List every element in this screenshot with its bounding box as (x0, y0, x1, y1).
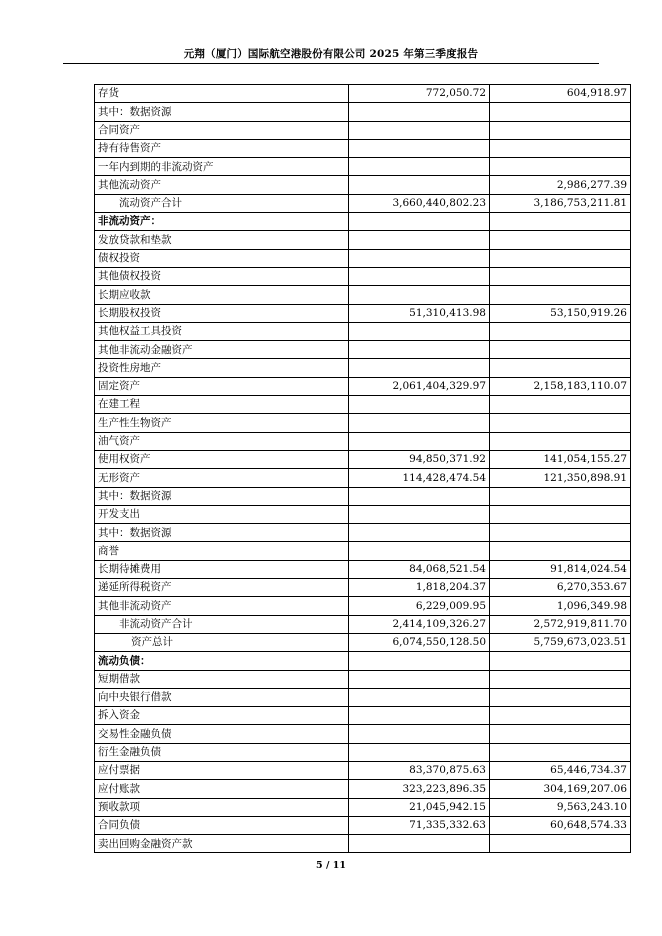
row-label: 合同负债 (95, 816, 349, 834)
row-label: 长期股权投资 (95, 304, 349, 322)
current-period-value (349, 176, 490, 194)
table-row (95, 121, 631, 139)
row-label: 持有待售资产 (95, 139, 349, 157)
current-period-value (349, 505, 490, 523)
row-label: 拆入资金 (95, 707, 349, 725)
row-label: 衍生金融负债 (95, 743, 349, 761)
table-row (95, 597, 631, 615)
table-row (95, 707, 631, 725)
prior-period-value (490, 213, 631, 231)
current-period-value (349, 487, 490, 505)
row-label: 合同资产 (95, 121, 349, 139)
row-label: 非流动资产合计 (95, 615, 349, 633)
row-label: 生产性生物资产 (95, 414, 349, 432)
row-label: 使用权资产 (95, 450, 349, 468)
table-row (95, 542, 631, 560)
table-row (95, 194, 631, 212)
current-period-value: 1,818,204.37 (349, 579, 490, 597)
row-label: 商誉 (95, 542, 349, 560)
table-row (95, 615, 631, 633)
prior-period-value: 2,158,183,110.07 (490, 377, 631, 395)
table-row (95, 231, 631, 249)
prior-period-value (490, 670, 631, 688)
current-period-value (349, 341, 490, 359)
current-period-value: 71,335,332.63 (349, 816, 490, 834)
table-row (95, 780, 631, 798)
report-header-title: 元翔（厦门）国际航空港股份有限公司 2025 年第三季度报告 (183, 48, 479, 60)
table-row (95, 633, 631, 651)
current-period-value (349, 432, 490, 450)
current-period-value (349, 542, 490, 560)
prior-period-value (490, 835, 631, 853)
table-row (95, 267, 631, 285)
current-period-value (349, 158, 490, 176)
prior-period-value: 6,270,353.67 (490, 579, 631, 597)
prior-period-value (490, 505, 631, 523)
table-row (95, 505, 631, 523)
current-period-value (349, 396, 490, 414)
prior-period-value (490, 743, 631, 761)
row-label: 其他非流动资产 (95, 597, 349, 615)
current-period-value (349, 322, 490, 340)
prior-period-value (490, 139, 631, 157)
prior-period-value (490, 688, 631, 706)
row-label: 其他流动资产 (95, 176, 349, 194)
page-number: 5 / 11 (316, 860, 346, 871)
current-period-value: 772,050.72 (349, 85, 490, 103)
prior-period-value: 304,169,207.06 (490, 780, 631, 798)
row-label: 预收款项 (95, 798, 349, 816)
table-row (95, 341, 631, 359)
header-divider (63, 63, 599, 64)
table-row (95, 377, 631, 395)
table-row (95, 85, 631, 103)
current-period-value (349, 249, 490, 267)
row-label: 债权投资 (95, 249, 349, 267)
current-period-value: 21,045,942.15 (349, 798, 490, 816)
current-period-value (349, 359, 490, 377)
current-period-value: 6,074,550,128.50 (349, 633, 490, 651)
prior-period-value (490, 103, 631, 121)
row-label: 应付账款 (95, 780, 349, 798)
prior-period-value (490, 267, 631, 285)
row-label: 开发支出 (95, 505, 349, 523)
current-period-value: 84,068,521.54 (349, 560, 490, 578)
current-period-value: 2,414,109,326.27 (349, 615, 490, 633)
table-row (95, 286, 631, 304)
row-label: 其他权益工具投资 (95, 322, 349, 340)
row-label: 其他债权投资 (95, 267, 349, 285)
current-period-value (349, 103, 490, 121)
table-row (95, 816, 631, 834)
row-label: 资产总计 (95, 633, 349, 651)
prior-period-value: 5,759,673,023.51 (490, 633, 631, 651)
prior-period-value (490, 249, 631, 267)
prior-period-value (490, 707, 631, 725)
row-label: 应付票据 (95, 761, 349, 779)
prior-period-value: 60,648,574.33 (490, 816, 631, 834)
table-row (95, 359, 631, 377)
row-label: 卖出回购金融资产款 (95, 835, 349, 853)
prior-period-value: 3,186,753,211.81 (490, 194, 631, 212)
current-period-value (349, 670, 490, 688)
row-label: 发放贷款和垫款 (95, 231, 349, 249)
current-period-value (349, 725, 490, 743)
current-period-value: 3,660,440,802.23 (349, 194, 490, 212)
row-label: 其中：数据资源 (95, 103, 349, 121)
table-row (95, 835, 631, 853)
prior-period-value (490, 341, 631, 359)
table-row (95, 761, 631, 779)
current-period-value: 2,061,404,329.97 (349, 377, 490, 395)
current-period-value: 6,229,009.95 (349, 597, 490, 615)
row-label: 油气资产 (95, 432, 349, 450)
row-label: 其中：数据资源 (95, 524, 349, 542)
prior-period-value (490, 414, 631, 432)
section-header-row (95, 652, 631, 670)
current-period-value (349, 524, 490, 542)
table-row (95, 798, 631, 816)
prior-period-value (490, 432, 631, 450)
row-label: 向中央银行借款 (95, 688, 349, 706)
current-period-value: 323,223,896.35 (349, 780, 490, 798)
row-label: 非流动资产： (95, 213, 349, 231)
current-period-value (349, 286, 490, 304)
row-label: 其中：数据资源 (95, 487, 349, 505)
row-label: 存货 (95, 85, 349, 103)
current-period-value (349, 652, 490, 670)
current-period-value (349, 835, 490, 853)
row-label: 投资性房地产 (95, 359, 349, 377)
prior-period-value: 604,918.97 (490, 85, 631, 103)
table-row (95, 249, 631, 267)
prior-period-value (490, 231, 631, 249)
current-period-value (349, 231, 490, 249)
table-row (95, 560, 631, 578)
prior-period-value (490, 286, 631, 304)
row-label: 无形资产 (95, 469, 349, 487)
table-row (95, 158, 631, 176)
current-period-value (349, 743, 490, 761)
prior-period-value (490, 322, 631, 340)
prior-period-value: 121,350,898.91 (490, 469, 631, 487)
row-label: 长期应收款 (95, 286, 349, 304)
current-period-value (349, 414, 490, 432)
prior-period-value: 1,096,349.98 (490, 597, 631, 615)
row-label: 长期待摊费用 (95, 560, 349, 578)
table-row (95, 139, 631, 157)
table-row (95, 176, 631, 194)
current-period-value: 94,850,371.92 (349, 450, 490, 468)
current-period-value (349, 688, 490, 706)
row-label: 短期借款 (95, 670, 349, 688)
table-row (95, 414, 631, 432)
table-row (95, 396, 631, 414)
prior-period-value (490, 725, 631, 743)
row-label: 其他非流动金融资产 (95, 341, 349, 359)
section-header-row (95, 213, 631, 231)
prior-period-value (490, 359, 631, 377)
table-row (95, 103, 631, 121)
current-period-value: 51,310,413.98 (349, 304, 490, 322)
table-row (95, 524, 631, 542)
prior-period-value (490, 542, 631, 560)
table-row (95, 450, 631, 468)
current-period-value: 114,428,474.54 (349, 469, 490, 487)
prior-period-value: 9,563,243.10 (490, 798, 631, 816)
prior-period-value: 53,150,919.26 (490, 304, 631, 322)
current-period-value (349, 139, 490, 157)
prior-period-value (490, 121, 631, 139)
table-row (95, 304, 631, 322)
current-period-value: 83,370,875.63 (349, 761, 490, 779)
table-row (95, 688, 631, 706)
row-label: 递延所得税资产 (95, 579, 349, 597)
prior-period-value (490, 652, 631, 670)
prior-period-value (490, 487, 631, 505)
table-row (95, 743, 631, 761)
table-row (95, 725, 631, 743)
prior-period-value: 91,814,024.54 (490, 560, 631, 578)
prior-period-value: 2,986,277.39 (490, 176, 631, 194)
prior-period-value: 141,054,155.27 (490, 450, 631, 468)
row-label: 固定资产 (95, 377, 349, 395)
prior-period-value: 65,446,734.37 (490, 761, 631, 779)
balance-sheet-table (94, 84, 631, 853)
table-row (95, 579, 631, 597)
prior-period-value (490, 524, 631, 542)
row-label: 一年内到期的非流动资产 (95, 158, 349, 176)
table-row (95, 432, 631, 450)
prior-period-value: 2,572,919,811.70 (490, 615, 631, 633)
table-row (95, 469, 631, 487)
row-label: 交易性金融负债 (95, 725, 349, 743)
current-period-value (349, 267, 490, 285)
current-period-value (349, 213, 490, 231)
table-row (95, 487, 631, 505)
prior-period-value (490, 396, 631, 414)
row-label: 流动负债： (95, 652, 349, 670)
row-label: 在建工程 (95, 396, 349, 414)
table-row (95, 322, 631, 340)
balance-sheet-rows (95, 85, 631, 853)
table-row (95, 670, 631, 688)
current-period-value (349, 707, 490, 725)
row-label: 流动资产合计 (95, 194, 349, 212)
current-period-value (349, 121, 490, 139)
prior-period-value (490, 158, 631, 176)
